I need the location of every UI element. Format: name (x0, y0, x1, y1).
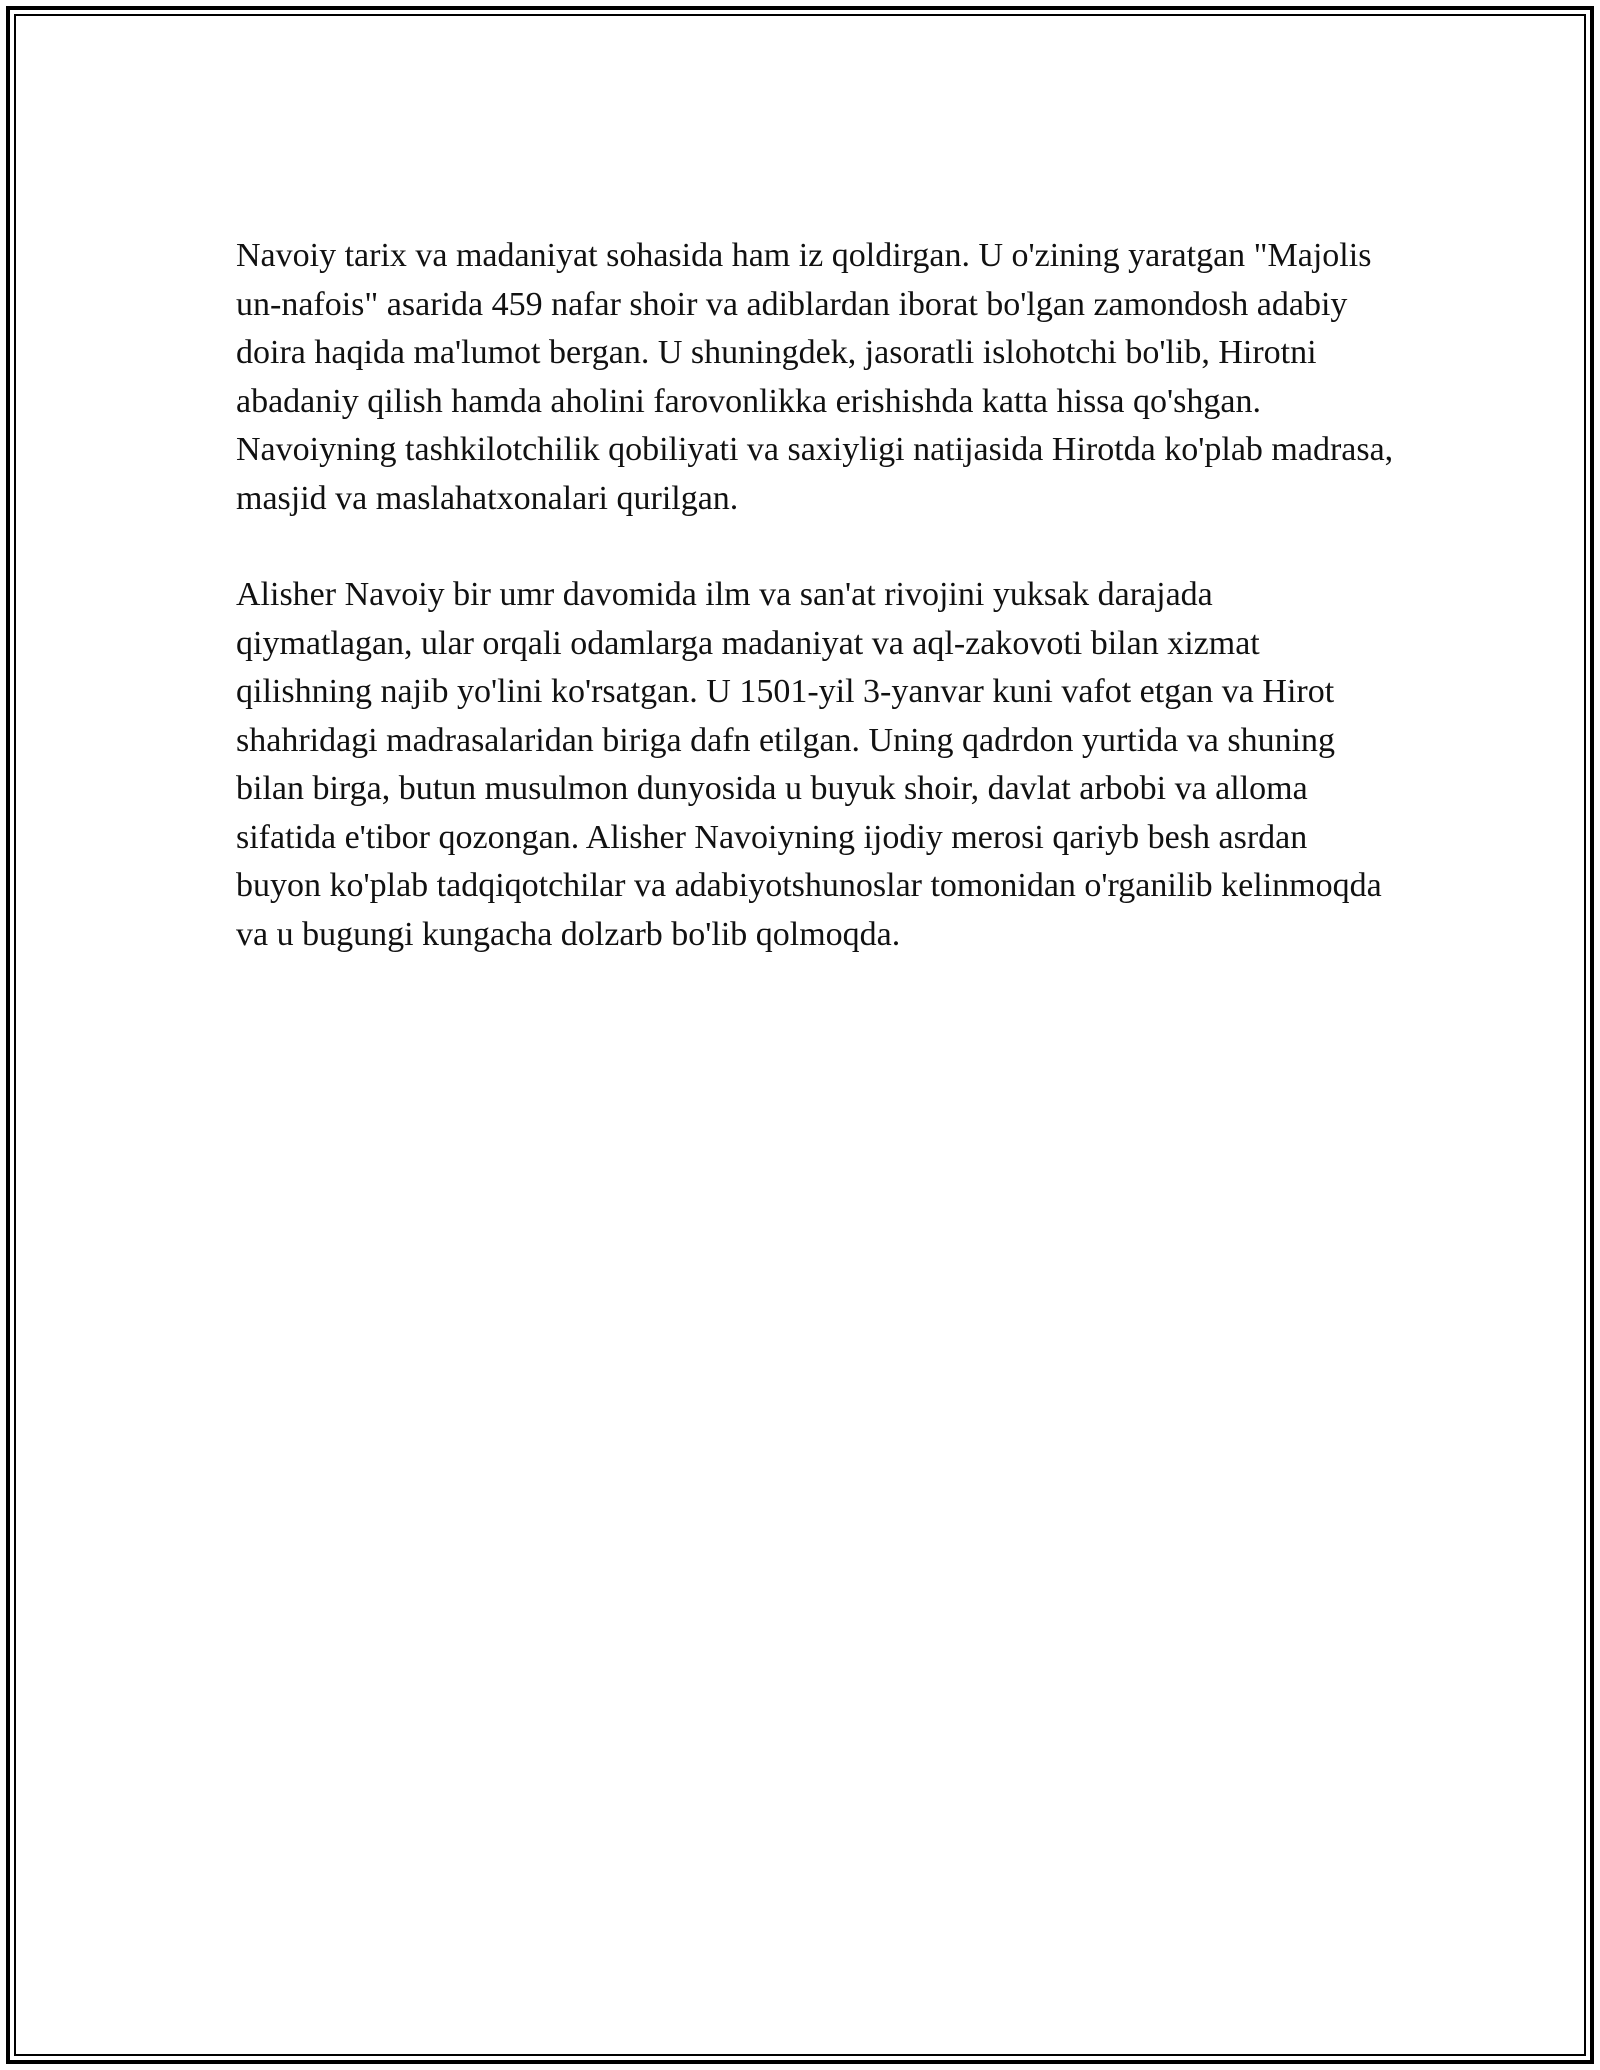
paragraph-2: Alisher Navoiy bir umr davomida ilm va san'at rivojini yuksak darajada qiymatlagan, ular orqali odamlarga madaniyat va aql-zakovoti bilan xizmat qilishning najib yo'lini ko'rsatgan. U 1501-yil 3-yanvar kuni vafot etgan va Hirot shahridagi madrasalaridan biriga dafn etilgan. Uning qadrdon yurtida va shuning bilan birga, butun musulmon dunyosida u buyuk shoir, davlat arbobi va alloma sifatida e'tibor qozongan. Alisher Navoiyning ijodiy merosi qariyb besh asrdan buyon ko'plab tadqiqotchilar va adabiyotshunoslar tomonidan o'rganilib kelinmoqda va u bugungi kungacha dolzarb bo'lib qolmoqda. (236, 576, 1382, 953)
document-body (236, 232, 1396, 1007)
paragraph-1: Navoiy tarix va madaniyat sohasida ham iz qoldirgan. U o'zining yaratgan "Majolis un-nafois" asarida 459 nafar shoir va adiblardan iborat bo'lgan zamondosh adabiy doira haqida ma'lumot bergan. U shuningdek, jasoratli islohotchi bo'lib, Hirotni abadaniy qilish hamda aholini farovonlikka erishishda katta hissa qo'shgan. Navoiyning tashkilotchilik qobiliyati va saxiyligi natijasida Hirotda ko'plab madrasa, masjid va maslahatxonalari qurilgan. (236, 237, 1394, 517)
